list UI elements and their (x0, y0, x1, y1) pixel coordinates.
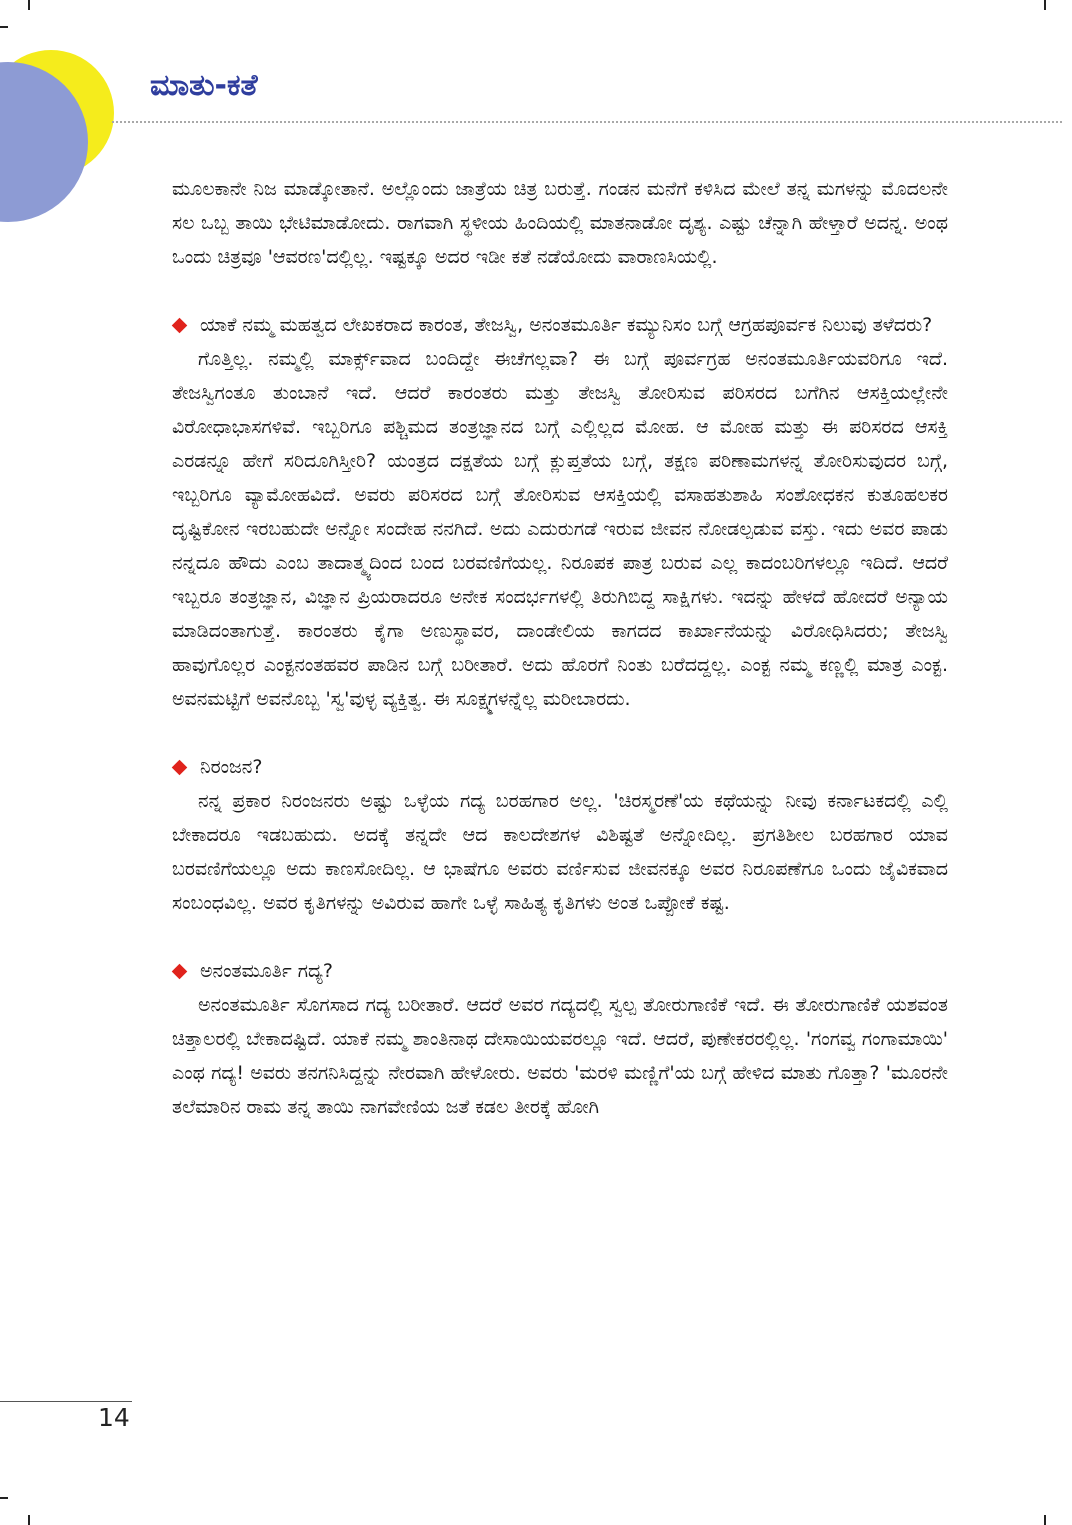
page-number: 14 (98, 1403, 130, 1432)
answer-2: ನನ್ನ ಪ್ರಕಾರ ನಿರಂಜನರು ಅಷ್ಟು ಒಳ್ಳೆಯ ಗದ್ಯ ಬರಹಗಾರ ಅಲ್ಲ. 'ಚಿರಸ್ಮರಣೆ'ಯ ಕಥೆಯನ್ನು ನೀವು ಕರ್ನಾಟಕದಲ್ಲಿ ಎಲ್ಲಿ ಬೇಕಾದರೂ ಇಡಬಹುದು. ಅದಕ್ಕೆ ತನ್ನದೇ ಆದ ಕಾಲದೇಶಗಳ ವಿಶಿಷ್ಟತೆ ಅನ್ನೋದಿಲ್ಲ. ಪ್ರಗತಿಶೀಲ ಬರಹಗಾರ ಯಾವ ಬರವಣಿಗೆಯಲ್ಲೂ ಅದು ಕಾಣಸೋದಿಲ್ಲ. ಆ ಭಾಷೆಗೂ ಅವರು ವರ್ಣಿಸುವ ಜೀವನಕ್ಕೂ ಅವರ ನಿರೂಪಣೆಗೂ ಒಂದು ಜೈವಿಕವಾದ ಸಂಬಂಧವಿಲ್ಲ. ಅವರ ಕೃತಿಗಳನ್ನು ಅವಿರುವ ಹಾಗೇ ಒಳ್ಳೆ ಸಾಹಿತ್ಯ ಕೃತಿಗಳು ಅಂತ ಒಪ್ಪೋಕೆ ಕಷ್ಟ. (172, 790, 948, 914)
answer-3: ಅನಂತಮೂರ್ತಿ ಸೊಗಸಾದ ಗದ್ಯ ಬರೀತಾರೆ. ಆದರೆ ಅವರ ಗದ್ಯದಲ್ಲಿ ಸ್ವಲ್ಪ ತೋರುಗಾಣಿಕೆ ಇದೆ. ಈ ತೋರುಗಾಣಿಕೆ ಯಶವಂತ ಚಿತ್ತಾಲರಲ್ಲಿ ಬೇಕಾದಷ್ಟಿದೆ. ಯಾಕೆ ನಮ್ಮ ಶಾಂತಿನಾಥ ದೇಸಾಯಿಯವರಲ್ಲೂ ಇದೆ. ಆದರೆ, ಪುಣೇಕರರಲ್ಲಿಲ್ಲ. 'ಗಂಗವ್ವ ಗಂಗಾಮಾಯಿ' ಎಂಥ ಗದ್ಯ! ಅವರು ತನಗನಿಸಿದ್ದನ್ನು ನೇರವಾಗಿ ಹೇಳೋರು. ಅವರು 'ಮರಳಿ ಮಣ್ಣಿಗೆ'ಯ ಬಗ್ಗೆ ಹೇಳಿದ ಮಾತು ಗೊತ್ತಾ? 'ಮೂರನೇ ತಲೆಮಾರಿನ ರಾಮ ತನ್ನ ತಾಯಿ ನಾಗವೇಣಿಯ ಜತೆ ಕಡಲ ತೀರಕ್ಕೆ ಹೋಗಿ (172, 994, 948, 1118)
crop-mark (0, 26, 8, 28)
crop-mark (1044, 1515, 1046, 1525)
question-1 (172, 308, 948, 342)
diamond-bullet-icon (172, 760, 188, 776)
spacer (172, 274, 948, 308)
crop-mark (28, 0, 30, 10)
question-text: ನಿರಂಜನ? (200, 756, 263, 778)
crop-mark (28, 1515, 30, 1525)
spacer (172, 716, 948, 750)
section-title: ಮಾತು-ಕತೆ (150, 68, 258, 103)
question-text: ಯಾಕೆ ನಮ್ಮ ಮಹತ್ವದ ಲೇಖಕರಾದ ಕಾರಂತ, ತೇಜಸ್ವಿ, ಅನಂತಮೂರ್ತಿ ಕಮ್ಯುನಿಸಂ ಬಗ್ಗೆ ಆಗ್ರಹಪೂರ್ವಕ ನಿಲುವು ತಳೆದರು? (200, 314, 933, 336)
crop-mark (1044, 0, 1046, 10)
spacer (172, 920, 948, 954)
article-body (172, 172, 948, 1124)
footer-rule (0, 1401, 132, 1402)
question-2 (172, 750, 948, 784)
answer-1: ಗೊತ್ತಿಲ್ಲ. ನಮ್ಮಲ್ಲಿ ಮಾರ್ಕ್ಸ್‌ವಾದ ಬಂದಿದ್ದೇ ಈಚೆಗಲ್ಲವಾ? ಈ ಬಗ್ಗೆ ಪೂರ್ವಗ್ರಹ ಅನಂತಮೂರ್ತಿಯವರಿಗೂ ಇದೆ. ತೇಜಸ್ವಿಗಂತೂ ತುಂಬಾನೆ ಇದೆ. ಆದರೆ ಕಾರಂತರು ಮತ್ತು ತೇಜಸ್ವಿ ತೋರಿಸುವ ಪರಿಸರದ ಬಗೆಗಿನ ಆಸಕ್ತಿಯಲ್ಲೇನೇ ವಿರೋಧಾಭಾಸಗಳಿವೆ. ಇಬ್ಬರಿಗೂ ಪಶ್ಚಿಮದ ತಂತ್ರಜ್ಞಾನದ ಬಗ್ಗೆ ಎಲ್ಲಿಲ್ಲದ ಮೋಹ. ಆ ಮೋಹ ಮತ್ತು ಈ ಪರಿಸರದ ಆಸಕ್ತಿ ಎರಡನ್ನೂ ಹೇಗೆ ಸರಿದೂಗಿಸ್ತೀರಿ? ಯಂತ್ರದ ದಕ್ಷತೆಯ ಬಗ್ಗೆ ಕ್ಲುಪ್ತತೆಯ ಬಗ್ಗೆ, ತಕ್ಷಣ ಪರಿಣಾಮಗಳನ್ನ ತೋರಿಸುವುದರ ಬಗ್ಗೆ, ಇಬ್ಬರಿಗೂ ವ್ಯಾಮೋಹವಿದೆ. ಅವರು ಪರಿಸರದ ಬಗ್ಗೆ ತೋರಿಸುವ ಆಸಕ್ತಿಯಲ್ಲಿ ವಸಾಹತುಶಾಹಿ ಸಂಶೋಧಕನ ಕುತೂಹಲಕರ ದೃಷ್ಟಿಕೋನ ಇರಬಹುದೇ ಅನ್ನೋ ಸಂದೇಹ ನನಗಿದೆ. ಅದು ಎದುರುಗಡೆ ಇರುವ ಜೀವನ ನೋಡಲ್ಪಡುವ ವಸ್ತು. ಇದು ಅವರ ಪಾಡು ನನ್ನದೂ ಹೌದು ಎಂಬ ತಾದಾತ್ಮ್ಯದಿಂದ ಬಂದ ಬರವಣಿಗೆಯಲ್ಲ. ನಿರೂಪಕ ಪಾತ್ರ ಬರುವ ಎಲ್ಲ ಕಾದಂಬರಿಗಳಲ್ಲೂ ಇದಿದೆ. ಆದರೆ ಇಬ್ಬರೂ ತಂತ್ರಜ್ಞಾನ, ವಿಜ್ಞಾನ ಪ್ರಿಯರಾದರೂ ಅನೇಕ ಸಂದರ್ಭಗಳಲ್ಲಿ ತಿರುಗಿಬಿದ್ದ ಸಾಕ್ಷಿಗಳು. ಇದನ್ನು ಹೇಳದೆ ಹೋದರೆ ಅನ್ಯಾಯ ಮಾಡಿದಂತಾಗುತ್ತೆ. ಕಾರಂತರು ಕೈಗಾ ಅಣುಸ್ಥಾವರ, ದಾಂಡೇಲಿಯ ಕಾಗದದ ಕಾರ್ಖಾನೆಯನ್ನು ವಿರೋಧಿಸಿದರು; ತೇಜಸ್ವಿ ಹಾವುಗೊಲ್ಲರ ಎಂಕ್ಟನಂತಹವರ ಪಾಡಿನ ಬಗ್ಗೆ ಬರೀತಾರೆ. ಅದು ಹೊರಗೆ ನಿಂತು ಬರೆದದ್ದಲ್ಲ. ಎಂಕ್ಟ ನಮ್ಮ ಕಣ್ಣಲ್ಲಿ ಮಾತ್ರ ಎಂಕ್ಟ. ಅವನಮಟ್ಟಿಗೆ ಅವನೊಬ್ಬ 'ಸ್ವ'ವುಳ್ಳ ವ್ಯಕ್ತಿತ್ವ. ಈ ಸೂಕ್ಷ್ಮಗಳನ್ನೆಲ್ಲ ಮರೀಬಾರದು. (172, 348, 948, 710)
question-text: ಅನಂತಮೂರ್ತಿ ಗದ್ಯ? (200, 960, 333, 982)
diamond-bullet-icon (172, 318, 188, 334)
intro-paragraph: ಮೂಲಕಾನೇ ನಿಜ ಮಾಡ್ಕೋತಾನೆ. ಅಲ್ಲೊಂದು ಜಾತ್ರೆಯ ಚಿತ್ರ ಬರುತ್ತೆ. ಗಂಡನ ಮನೆಗೆ ಕಳಿಸಿದ ಮೇಲೆ ತನ್ನ ಮಗಳನ್ನು ಮೊದಲನೇ ಸಲ ಒಬ್ಬ ತಾಯಿ ಭೇಟಿಮಾಡೋದು. ರಾಗವಾಗಿ ಸ್ಥಳೀಯ ಹಿಂದಿಯಲ್ಲಿ ಮಾತನಾಡೋ ದೃಶ್ಯ. ಎಷ್ಟು ಚೆನ್ನಾಗಿ ಹೇಳ್ತಾರೆ ಅದನ್ನ. ಅಂಥ ಒಂದು ಚಿತ್ರವೂ 'ಆವರಣ'ದಲ್ಲಿಲ್ಲ. ಇಷ್ಟಕ್ಕೂ ಅದರ ಇಡೀ ಕತೆ ನಡೆಯೋದು ವಾರಾಣಸಿಯಲ್ಲಿ. (172, 178, 948, 268)
diamond-bullet-icon (172, 964, 188, 980)
header-divider (112, 121, 1062, 123)
crop-mark (0, 1497, 8, 1499)
question-3 (172, 954, 948, 988)
